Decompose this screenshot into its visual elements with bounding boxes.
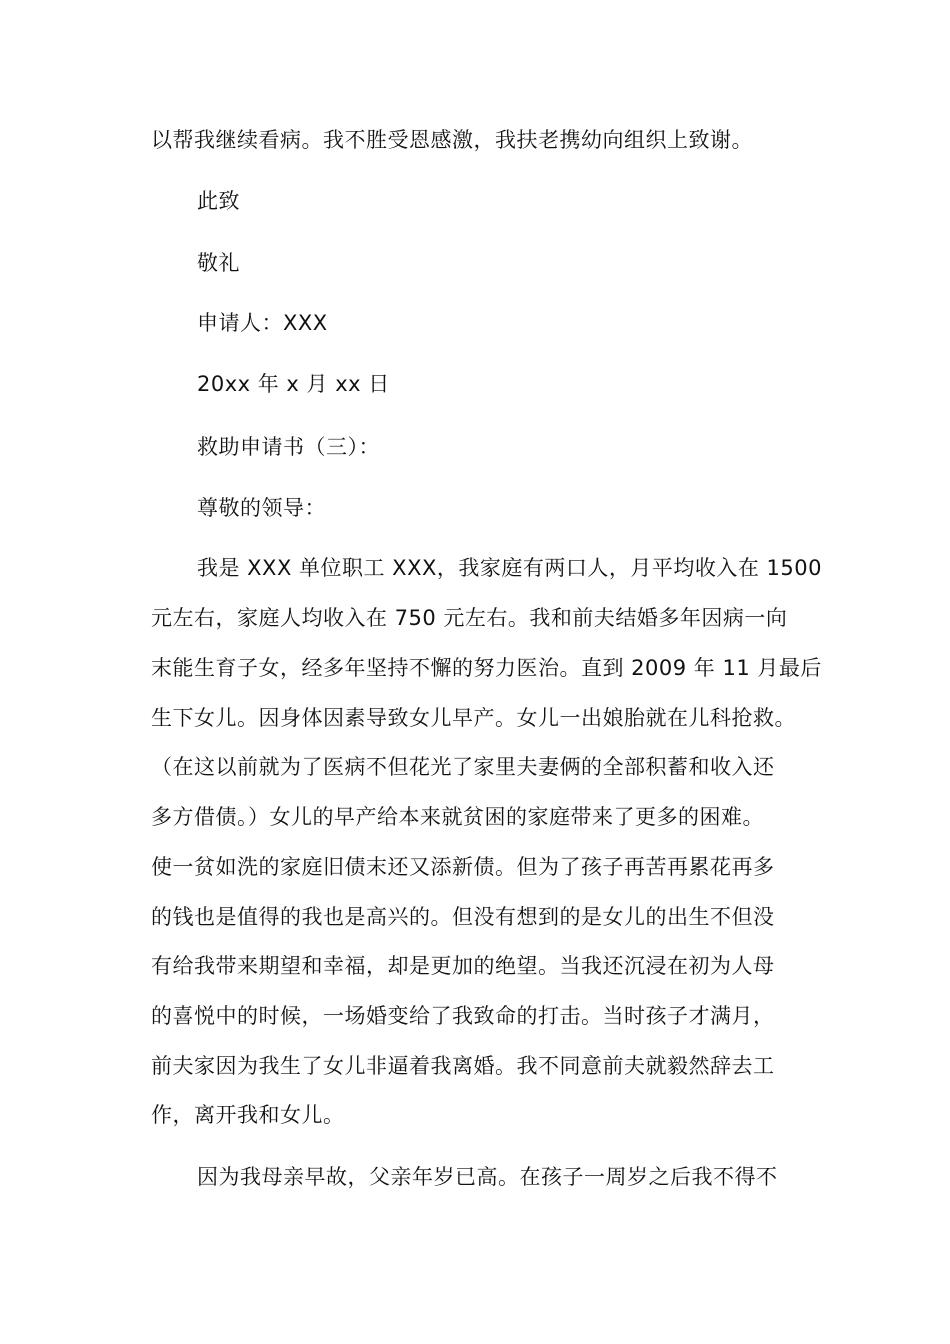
paragraph-line: 我是 XXX 单位职工 XXX，我家庭有两口人，月平均收入在 1500: [197, 556, 822, 580]
closing-regards: 敬礼: [197, 251, 240, 275]
paragraph-line: （在这以前就为了医病不但花光了家里夫妻俩的全部积蓄和收入还: [151, 755, 775, 779]
paragraph-line: 因为我母亲早故，父亲年岁已高。在孩子一周岁之后我不得不: [197, 1165, 778, 1189]
paragraph-line: 作，离开我和女儿。: [151, 1103, 345, 1127]
paragraph-line: 元左右，家庭人均收入在 750 元左右。我和前夫结婚多年因病一向: [151, 606, 788, 630]
paragraph-line: 多方借债。）女儿的早产给本来就贫困的家庭带来了更多的困难。: [151, 805, 764, 829]
paragraph-line: 生下女儿。因身体因素导致女儿早产。女儿一出娘胎就在儿科抢救。: [151, 706, 796, 730]
applicant-signature: 申请人：XXX: [197, 311, 328, 335]
text-line-continuation: 以帮我继续看病。我不胜受恩感激，我扶老携幼向组织上致谢。: [151, 128, 753, 152]
paragraph-line: 的钱也是值得的我也是高兴的。但没有想到的是女儿的出生不但没: [151, 905, 775, 929]
paragraph-line: 末能生育子女，经多年坚持不懈的努力医治。直到 2009 年 11 月最后: [151, 656, 822, 680]
date-line: 20xx 年 x 月 xx 日: [197, 372, 390, 396]
paragraph-line: 前夫家因为我生了女儿非逼着我离婚。我不同意前夫就毅然辞去工: [151, 1054, 775, 1078]
greeting: 尊敬的领导：: [197, 496, 326, 520]
paragraph-line: 有给我带来期望和幸福，却是更加的绝望。当我还沉浸在初为人母: [151, 954, 775, 978]
paragraph-line: 的喜悦中的时候，一场婚变给了我致命的打击。当时孩子才满月，: [151, 1004, 775, 1028]
section-title: 救助申请书（三）：: [197, 435, 380, 459]
paragraph-line: 使一贫如洗的家庭旧债末还又添新债。但为了孩子再苦再累花再多: [151, 855, 775, 879]
closing-salutation: 此致: [197, 189, 240, 213]
